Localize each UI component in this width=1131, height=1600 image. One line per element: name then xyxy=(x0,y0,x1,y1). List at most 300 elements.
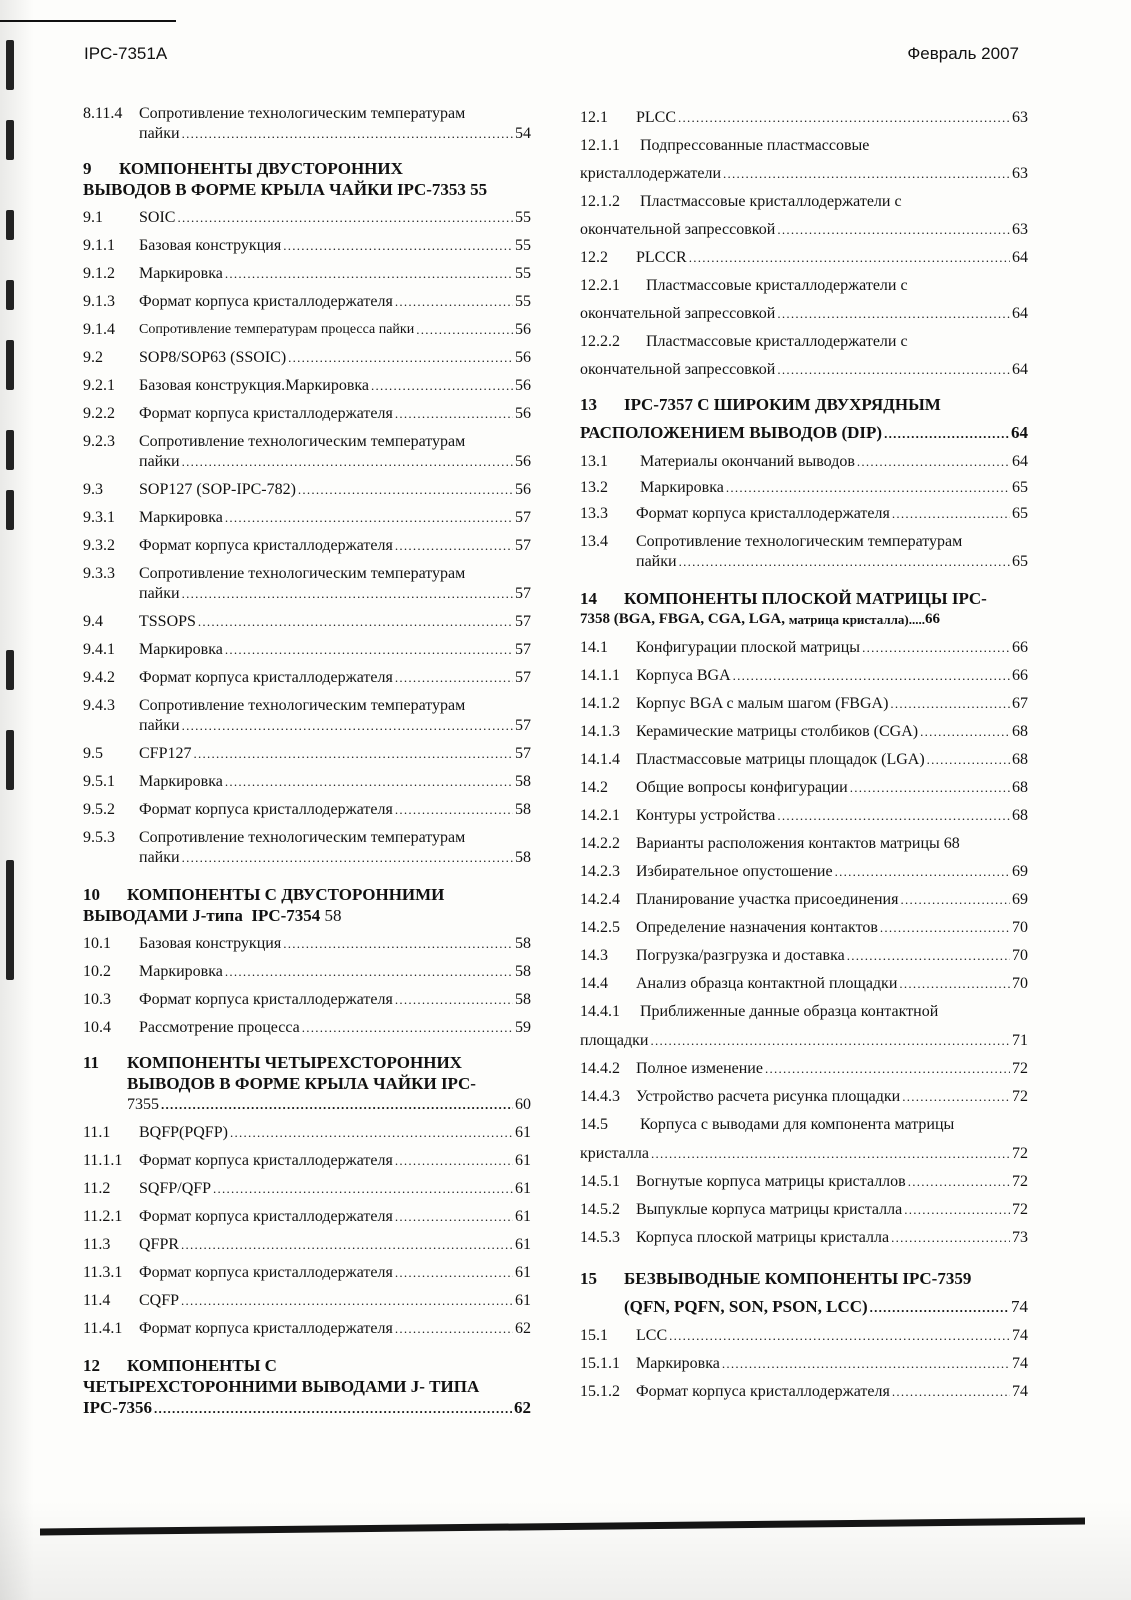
section-title: КОМПОНЕНТЫ С xyxy=(127,1356,277,1375)
entry-title: Сопротивление технологическим температурам xyxy=(139,565,466,582)
dot-leader xyxy=(395,668,513,688)
entry-number: 9.1.1 xyxy=(83,237,115,254)
toc-entry[interactable] xyxy=(580,452,1028,472)
dot-leader xyxy=(416,320,513,340)
entry-page: 61 xyxy=(515,1180,531,1197)
entry-title: Сопротивление технологическим температурам xyxy=(139,105,466,122)
entry-number: 9.1 xyxy=(83,209,103,226)
dot-leader xyxy=(777,360,1010,380)
dot-leader xyxy=(230,1123,513,1143)
toc-entry[interactable] xyxy=(580,834,1028,854)
entry-title: SOIC xyxy=(139,209,176,226)
entry-title: BQFP(PQFP) xyxy=(139,1124,228,1141)
entry-page: 58 xyxy=(515,963,531,980)
toc-section[interactable] xyxy=(83,158,531,200)
toc-right-column xyxy=(580,108,1028,1402)
toc-entry[interactable] xyxy=(580,1172,1028,1192)
entry-number: 11.2.1 xyxy=(83,1208,123,1225)
entry-title: Формат корпуса кристаллодержателя xyxy=(139,1264,393,1281)
entry-page: 56 xyxy=(515,453,531,470)
toc-entry[interactable] xyxy=(83,934,531,954)
dot-leader xyxy=(678,108,1010,128)
toc-entry[interactable] xyxy=(83,508,531,528)
toc-entry[interactable] xyxy=(83,404,531,424)
entry-number: 15.1 xyxy=(580,1327,608,1344)
section-number: 11 xyxy=(83,1053,100,1072)
dot-leader xyxy=(650,1031,1010,1051)
entry-page: 74 xyxy=(1012,1327,1028,1344)
entry-page: 57 xyxy=(515,509,531,526)
entry-page: 72 xyxy=(1012,1060,1028,1077)
dot-leader xyxy=(182,716,513,736)
entry-page: 61 xyxy=(515,1152,531,1169)
entry-title: Формат корпуса кристаллодержателя xyxy=(139,405,393,422)
entry-number: 14.2.2 xyxy=(580,835,620,852)
toc-section[interactable] xyxy=(83,1052,531,1115)
entry-number: 9.3.2 xyxy=(83,537,115,554)
dot-leader xyxy=(395,1263,513,1283)
toc-entry[interactable] xyxy=(83,800,531,820)
entry-title-cont: пайки xyxy=(139,453,180,470)
toc-entry[interactable] xyxy=(580,722,1028,742)
entry-title: Пластмассовые кристаллодержатели с xyxy=(640,193,902,210)
toc-entry[interactable] xyxy=(580,806,1028,826)
entry-page: 65 xyxy=(1012,479,1028,496)
entry-number: 12.1.1 xyxy=(580,137,620,154)
dot-leader xyxy=(892,504,1010,524)
entry-page: 63 xyxy=(1012,165,1028,182)
entry-title: Маркировка xyxy=(139,265,223,282)
toc-entry[interactable] xyxy=(580,1087,1028,1107)
dot-leader xyxy=(884,422,1009,444)
toc-entry[interactable] xyxy=(83,1291,531,1311)
scan-mark xyxy=(6,730,14,790)
section-title: КОМПОНЕНТЫ ЧЕТЫРЕХСТОРОННИХ xyxy=(127,1053,462,1072)
entry-title: CQFP xyxy=(139,1292,180,1309)
toc-entry[interactable] xyxy=(580,532,1028,572)
toc-entry[interactable] xyxy=(83,564,531,604)
toc-entry[interactable] xyxy=(83,236,531,256)
toc-entry[interactable] xyxy=(83,1207,531,1227)
entry-page: 64 xyxy=(1012,453,1028,470)
toc-entry[interactable] xyxy=(580,478,1028,498)
toc-entry[interactable] xyxy=(83,668,531,688)
dot-leader xyxy=(904,1200,1010,1220)
entry-number: 9.5.1 xyxy=(83,773,115,790)
entry-number: 9.3.1 xyxy=(83,509,115,526)
toc-entry[interactable] xyxy=(83,1235,531,1255)
section-number: 13 xyxy=(580,395,597,414)
toc-entry[interactable] xyxy=(83,376,531,396)
dot-leader xyxy=(892,1382,1010,1402)
entry-title: Базовая конструкция xyxy=(139,237,282,254)
entry-title-cont: пайки xyxy=(636,553,677,570)
section-page: 74 xyxy=(1011,1297,1028,1316)
scan-bottom-shadow xyxy=(0,1500,1131,1600)
section-title: КОМПОНЕНТЫ С ДВУСТОРОННИМИ xyxy=(127,885,445,904)
dot-leader xyxy=(395,1151,513,1171)
toc-entry[interactable] xyxy=(580,136,1028,184)
dot-leader xyxy=(182,124,513,144)
dot-leader xyxy=(181,1235,513,1255)
entry-number: 12.2 xyxy=(580,249,608,266)
entry-title: Формат корпуса кристаллодержателя xyxy=(139,991,393,1008)
entry-page: 72 xyxy=(1012,1088,1028,1105)
entry-page: 57 xyxy=(515,537,531,554)
toc-entry[interactable] xyxy=(580,750,1028,770)
toc-entry[interactable] xyxy=(83,772,531,792)
dot-leader xyxy=(225,772,513,792)
toc-entry[interactable] xyxy=(580,890,1028,910)
entry-page: 57 xyxy=(515,745,531,762)
section-title-cont: 7358 (BGA, FBGA, CGA, LGA, xyxy=(580,611,786,627)
entry-title-cont: окончательной запрессовкой xyxy=(580,305,776,322)
toc-entry[interactable] xyxy=(580,946,1028,966)
toc-entry[interactable] xyxy=(83,348,531,368)
entry-title: Корпуса с выводами для компонента матрицы xyxy=(640,1116,955,1133)
entry-title: Конфигурации плоской матрицы xyxy=(636,639,861,656)
entry-page: 57 xyxy=(515,641,531,658)
section-title-code: IPC-7354 xyxy=(251,906,321,925)
entry-number: 9.5 xyxy=(83,745,103,762)
toc-entry[interactable] xyxy=(83,1123,531,1143)
dot-leader xyxy=(283,934,513,954)
dot-leader xyxy=(193,744,513,764)
entry-page: 66 xyxy=(1012,667,1028,684)
entry-title-cont: кристалла xyxy=(580,1145,649,1162)
toc-entry[interactable] xyxy=(580,1115,1028,1164)
entry-number: 14.4.2 xyxy=(580,1060,620,1077)
dot-leader xyxy=(899,974,1010,994)
entry-page: 69 xyxy=(1012,863,1028,880)
toc-entry[interactable] xyxy=(580,276,1028,324)
toc-section[interactable] xyxy=(580,1268,1028,1318)
entry-page: 61 xyxy=(515,1236,531,1253)
entry-number: 9.3 xyxy=(83,481,103,498)
section-number: 10 xyxy=(83,885,100,904)
entry-title: Сопротивление технологическим температурам xyxy=(139,697,466,714)
toc-entry[interactable] xyxy=(83,104,531,144)
entry-title: SOP8/SOP63 (SSOIC) xyxy=(139,349,287,366)
dot-leader xyxy=(857,452,1010,472)
dot-leader xyxy=(298,480,513,500)
toc-entry[interactable] xyxy=(580,108,1028,128)
entry-number: 14.2.4 xyxy=(580,891,620,908)
toc-entry[interactable] xyxy=(83,828,531,868)
entry-number: 11.1.1 xyxy=(83,1152,123,1169)
section-title-cont: ЧЕТЫРЕХСТОРОННИМИ ВЫВОДАМИ J- ТИПА xyxy=(83,1377,480,1396)
dot-leader xyxy=(651,1144,1010,1164)
entry-page: 68 xyxy=(1012,779,1028,796)
entry-number: 9.5.2 xyxy=(83,801,115,818)
entry-page: 61 xyxy=(515,1124,531,1141)
scan-mark xyxy=(6,120,14,160)
entry-title: Маркировка xyxy=(640,479,724,496)
entry-page: 55 xyxy=(515,237,531,254)
dot-leader xyxy=(722,1354,1010,1374)
entry-title: Корпуса плоской матрицы кристалла xyxy=(636,1229,890,1246)
entry-page: 72 xyxy=(1012,1145,1028,1162)
entry-title-cont: кристаллодержатели xyxy=(580,165,721,182)
dot-leader xyxy=(395,292,513,312)
dot-leader xyxy=(288,348,513,368)
entry-title: LCC xyxy=(636,1327,668,1344)
section-title: КОМПОНЕНТЫ ПЛОСКОЙ МАТРИЦЫ IPC- xyxy=(624,589,987,608)
entry-page: 67 xyxy=(1012,695,1028,712)
entry-title: Керамические матрицы столбиков (CGA) xyxy=(636,723,919,740)
entry-page: 73 xyxy=(1012,1229,1028,1246)
entry-number: 14.4.1 xyxy=(580,1003,620,1020)
section-number: 14 xyxy=(580,589,597,608)
entry-page: 55 xyxy=(515,265,531,282)
entry-title: Формат корпуса кристаллодержателя xyxy=(139,801,393,818)
entry-page: 64 xyxy=(1012,361,1028,378)
entry-title: Маркировка xyxy=(139,773,223,790)
dot-leader xyxy=(835,862,1010,882)
toc-entry[interactable] xyxy=(580,1326,1028,1346)
dot-leader xyxy=(225,640,513,660)
entry-number: 14.2.5 xyxy=(580,919,620,936)
dot-leader xyxy=(723,164,1010,184)
entry-title: Избирательное опустошение xyxy=(636,863,833,880)
dot-leader xyxy=(870,1296,1009,1318)
scan-mark xyxy=(6,280,14,310)
entry-title: SQFP/QFP xyxy=(139,1180,212,1197)
section-title-cont: ВЫВОДОВ В ФОРМЕ КРЫЛА ЧАЙКИ IPC- xyxy=(127,1074,476,1093)
scan-mark xyxy=(6,650,14,690)
entry-number: 12.2.2 xyxy=(580,333,620,350)
entry-page: 63 xyxy=(1012,221,1028,238)
scan-shadow xyxy=(0,0,48,1600)
entry-page: 68 xyxy=(943,835,960,852)
dot-leader xyxy=(395,536,513,556)
entry-number: 9.1.2 xyxy=(83,265,115,282)
toc-entry[interactable] xyxy=(580,1200,1028,1220)
entry-number: 11.3.1 xyxy=(83,1264,123,1281)
toc-entry[interactable] xyxy=(83,1319,531,1339)
dot-leader xyxy=(154,1397,512,1419)
entry-page: 57 xyxy=(515,585,531,602)
entry-title: Базовая конструкция.Маркировка xyxy=(139,377,370,394)
entry-page: 61 xyxy=(515,1292,531,1309)
toc-entry[interactable] xyxy=(580,862,1028,882)
entry-number: 9.4.3 xyxy=(83,697,115,714)
entry-page: 61 xyxy=(515,1208,531,1225)
entry-page: 58 xyxy=(515,801,531,818)
entry-number: 9.4.1 xyxy=(83,641,115,658)
entry-number: 11.1 xyxy=(83,1124,111,1141)
toc-section[interactable] xyxy=(83,884,531,926)
entry-title: Устройство расчета рисунка площадки xyxy=(636,1088,901,1105)
entry-page: 58 xyxy=(515,849,531,866)
scan-mark xyxy=(6,860,14,980)
entry-title: Сопротивление технологическим температурам xyxy=(636,533,963,550)
toc-section[interactable] xyxy=(580,394,1028,444)
dot-leader xyxy=(302,1018,513,1038)
dot-leader xyxy=(213,1179,513,1199)
entry-number: 15.1.1 xyxy=(580,1355,620,1372)
entry-title: Формат корпуса кристаллодержателя xyxy=(139,669,393,686)
dot-leader xyxy=(847,946,1010,966)
toc-entry[interactable] xyxy=(83,432,531,472)
dot-leader xyxy=(777,304,1010,324)
toc-entry[interactable] xyxy=(580,192,1028,240)
entry-number: 14.2.3 xyxy=(580,863,620,880)
entry-title: Формат корпуса кристаллодержателя xyxy=(139,293,393,310)
entry-title: Сопротивление технологическим температурам xyxy=(139,829,466,846)
toc-entry[interactable] xyxy=(83,1263,531,1283)
dot-leader xyxy=(862,638,1010,658)
toc-entry[interactable] xyxy=(83,1018,531,1038)
entry-number: 12.1.2 xyxy=(580,193,620,210)
toc-entry[interactable] xyxy=(580,1059,1028,1079)
entry-title: Пластмассовые матрицы площадок (LGA) xyxy=(636,751,925,768)
entry-number: 10.4 xyxy=(83,1019,111,1036)
toc-section[interactable] xyxy=(83,1355,531,1419)
section-title-cont: ВЫВОДАМИ J-типа xyxy=(83,906,243,925)
entry-title: QFPR xyxy=(139,1236,180,1253)
toc-left-column xyxy=(83,104,531,1419)
entry-title: Подпрессованные пластмассовые xyxy=(640,137,870,154)
entry-page: 65 xyxy=(1012,553,1028,570)
entry-number: 11.4 xyxy=(83,1292,111,1309)
section-number: 15 xyxy=(580,1269,597,1288)
entry-title: Варианты расположения контактов матрицы xyxy=(636,835,940,852)
entry-title: CFP127 xyxy=(139,745,192,762)
dot-leader xyxy=(283,236,513,256)
toc-entry[interactable] xyxy=(580,638,1028,658)
toc-entry[interactable] xyxy=(83,640,531,660)
toc-entry[interactable] xyxy=(580,332,1028,380)
entry-title: Определение назначения контактов xyxy=(636,919,878,936)
entry-page: 63 xyxy=(1012,109,1028,126)
entry-page: 57 xyxy=(515,717,531,734)
entry-title-cont: пайки xyxy=(139,585,180,602)
toc-entry[interactable] xyxy=(580,918,1028,938)
scan-mark xyxy=(6,340,14,390)
dot-leader xyxy=(371,376,513,396)
entry-page: 74 xyxy=(1012,1383,1028,1400)
section-title-cont: РАСПОЛОЖЕНИЕМ ВЫВОДОВ (DIP) xyxy=(580,423,883,442)
entry-page: 66 xyxy=(1012,639,1028,656)
entry-title: Приближенные данные образца контактной xyxy=(640,1003,939,1020)
toc-entry[interactable] xyxy=(83,1179,531,1199)
entry-title: Рассмотрение процесса xyxy=(139,1019,300,1036)
section-title-cont: (QFN, PQFN, SON, PSON, LCC) xyxy=(624,1297,868,1316)
toc-entry[interactable] xyxy=(580,666,1028,686)
entry-number: 10.2 xyxy=(83,963,111,980)
entry-number: 9.4.2 xyxy=(83,669,115,686)
toc-entry[interactable] xyxy=(83,536,531,556)
toc-entry[interactable] xyxy=(580,248,1028,268)
dot-leader xyxy=(902,1087,1010,1107)
entry-number: 12.2.1 xyxy=(580,277,620,294)
toc-entry[interactable] xyxy=(580,504,1028,524)
entry-number: 14.1.1 xyxy=(580,667,620,684)
entry-page: 56 xyxy=(515,405,531,422)
entry-page: 68 xyxy=(1012,723,1028,740)
toc-section[interactable]: 14 КОМПОНЕНТЫ ПЛОСКОЙ МАТРИЦЫ IPC- 7358 (BGA, FBGA, CGA, LGA, матрица кристалла) ..... 66 xyxy=(580,588,1028,630)
toc-entry[interactable] xyxy=(580,974,1028,994)
toc-entry[interactable] xyxy=(83,744,531,764)
entry-title: Корпуса BGA xyxy=(636,667,731,684)
entry-title-cont: пайки xyxy=(139,125,180,142)
entry-title-cont: площадки xyxy=(580,1032,649,1049)
toc-entry[interactable] xyxy=(580,1382,1028,1402)
dot-leader xyxy=(765,1059,1010,1079)
entry-number: 14.2 xyxy=(580,779,608,796)
toc-entry[interactable] xyxy=(83,292,531,312)
toc-entry[interactable] xyxy=(83,612,531,632)
toc-entry[interactable] xyxy=(83,962,531,982)
toc-entry[interactable] xyxy=(580,1228,1028,1248)
entry-number: 14.3 xyxy=(580,947,608,964)
toc-entry[interactable] xyxy=(83,480,531,500)
entry-title: Вогнутые корпуса матрицы кристаллов xyxy=(636,1173,906,1190)
toc-entry[interactable] xyxy=(580,694,1028,714)
scan-mark xyxy=(6,210,14,240)
section-number: 12 xyxy=(83,1356,100,1375)
dot-leader xyxy=(395,1207,513,1227)
entry-title: Планирование участка присоединения xyxy=(636,891,899,908)
dot-leader xyxy=(726,478,1010,498)
toc-entry[interactable] xyxy=(83,264,531,284)
entry-title: Сопротивление температурам процесса пайки xyxy=(139,322,415,337)
entry-number: 9.2.2 xyxy=(83,405,115,422)
dot-leader xyxy=(181,1291,513,1311)
toc-entry[interactable] xyxy=(580,1002,1028,1051)
entry-number: 9.2.3 xyxy=(83,433,115,450)
entry-number: 14.1.3 xyxy=(580,723,620,740)
entry-number: 14.4.3 xyxy=(580,1088,620,1105)
dot-leader xyxy=(177,208,513,228)
entry-title: Выпуклые корпуса матрицы кристалла xyxy=(636,1201,903,1218)
entry-page: 58 xyxy=(515,991,531,1008)
entry-number: 14.5.3 xyxy=(580,1229,620,1246)
toc-entry[interactable] xyxy=(83,1151,531,1171)
dot-leader xyxy=(900,890,1010,910)
top-rule xyxy=(0,20,176,22)
entry-page: 58 xyxy=(515,935,531,952)
dot-leader xyxy=(395,404,513,424)
entry-page: 61 xyxy=(515,1264,531,1281)
section-page: 66 xyxy=(925,611,941,627)
entry-number: 9.1.4 xyxy=(83,321,115,338)
entry-page: 68 xyxy=(1012,807,1028,824)
toc-entry[interactable] xyxy=(83,696,531,736)
scan-mark xyxy=(6,40,14,90)
entry-title-cont: окончательной запрессовкой xyxy=(580,221,776,238)
entry-title: Сопротивление технологическим температурам xyxy=(139,433,466,450)
entry-title-cont: пайки xyxy=(139,849,180,866)
toc-entry[interactable] xyxy=(83,208,531,228)
entry-page: 56 xyxy=(515,377,531,394)
entry-page: 70 xyxy=(1012,919,1028,936)
entry-title: Формат корпуса кристаллодержателя xyxy=(139,1152,393,1169)
toc-entry[interactable] xyxy=(83,320,531,340)
toc-entry[interactable] xyxy=(83,990,531,1010)
entry-page: 57 xyxy=(515,613,531,630)
entry-page: 70 xyxy=(1012,975,1028,992)
dot-leader xyxy=(225,508,513,528)
toc-entry[interactable] xyxy=(580,1354,1028,1374)
toc-entry[interactable] xyxy=(580,778,1028,798)
entry-page: 74 xyxy=(1012,1355,1028,1372)
dot-leader xyxy=(395,1319,513,1339)
section-title-code: IPC-7356 xyxy=(83,1398,152,1417)
entry-title: Маркировка xyxy=(139,509,223,526)
entry-title: PLCCR xyxy=(636,249,687,266)
